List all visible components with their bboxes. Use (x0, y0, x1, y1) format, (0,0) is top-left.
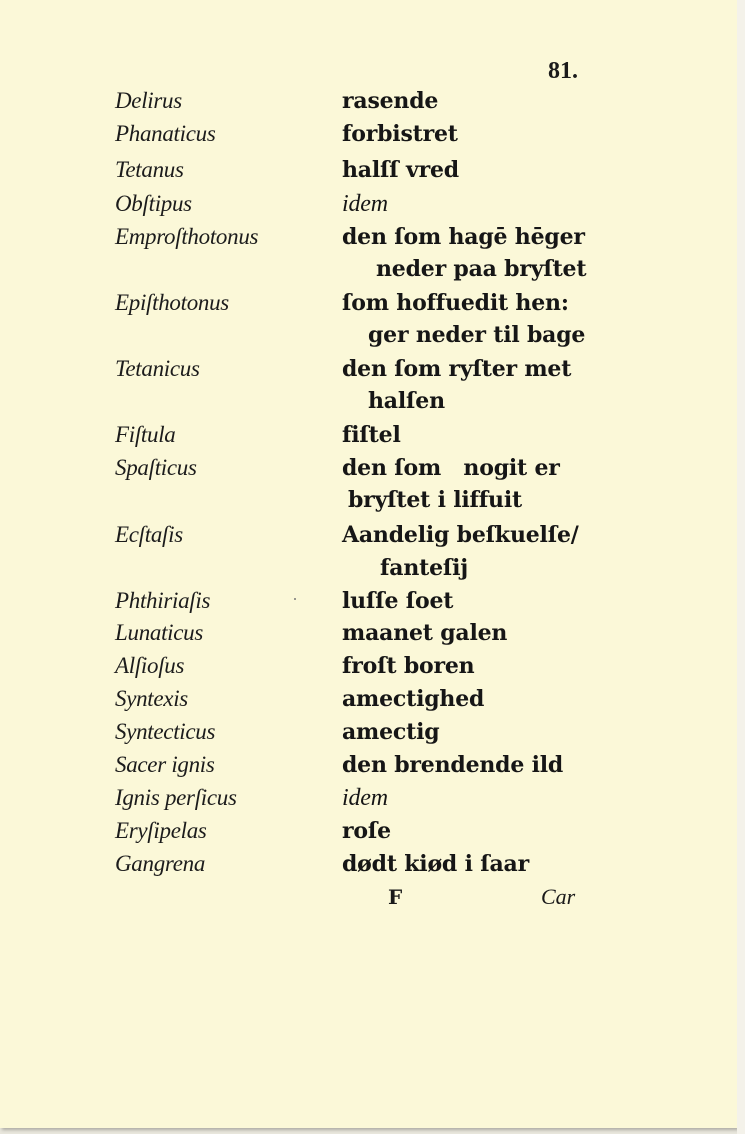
latin-term: Spaſticus (115, 455, 197, 480)
danish-gloss: amectighed (342, 686, 485, 712)
scan-margin (737, 0, 745, 1134)
danish-gloss-continued: neder paa bryſtet (376, 256, 587, 282)
latin-term: Delirus (115, 88, 182, 113)
latin-term: Ignis perſicus (115, 785, 237, 810)
glossary-continuation (0, 256, 737, 289)
danish-gloss: ſom hoffuedit hen: (342, 290, 569, 316)
danish-gloss: Aandelig beſkuelſe/ (342, 522, 579, 548)
latin-term: Syntecticus (115, 719, 216, 744)
danish-gloss-continued: ger neder til bage (368, 322, 586, 348)
signature-mark: F (388, 885, 403, 909)
latin-term: Lunaticus (115, 620, 204, 645)
glossary-row (0, 522, 737, 555)
danish-gloss-continued: halſen (368, 388, 445, 414)
glossary-row (0, 620, 737, 653)
latin-term: Fiſtula (115, 422, 176, 447)
danish-gloss: fiſtel (342, 422, 401, 448)
danish-gloss: idem (342, 785, 388, 811)
glossary-row (0, 686, 737, 719)
catchword: Car (541, 884, 576, 909)
latin-term: Gangrena (115, 851, 206, 876)
paper-speck (294, 598, 296, 600)
danish-gloss: den ſom nogit er (342, 455, 560, 481)
danish-gloss: amectig (342, 719, 440, 745)
danish-gloss: den brendende ild (342, 752, 564, 778)
glossary-continuation (0, 322, 737, 355)
latin-term: Obſtipus (115, 191, 192, 216)
glossary-row (0, 455, 737, 488)
glossary-row (0, 588, 737, 621)
glossary-row (0, 290, 737, 323)
danish-gloss: dødt kiød i ſaar (342, 851, 529, 877)
glossary-row (0, 785, 737, 818)
page-number: 81. (548, 58, 578, 84)
latin-term: Phthiriaſis (115, 588, 211, 613)
glossary-row (0, 653, 737, 686)
danish-gloss-continued: fanteſij (380, 555, 469, 581)
danish-gloss: forbistret (342, 121, 458, 147)
danish-gloss: den ſom hagē hēger (342, 224, 585, 250)
danish-gloss: den ſom ryſter met (342, 356, 572, 382)
glossary-continuation (0, 487, 737, 520)
glossary-row (0, 356, 737, 389)
latin-term: Alſioſus (115, 653, 185, 678)
glossary-row (0, 818, 737, 851)
glossary-row (0, 121, 737, 154)
latin-term: Epiſthotonus (115, 290, 229, 315)
latin-term: Tetanicus (115, 356, 200, 381)
danish-gloss: rasende (342, 88, 439, 114)
danish-gloss: maanet galen (342, 620, 508, 646)
glossary-row (0, 224, 737, 257)
glossary-continuation (0, 388, 737, 421)
danish-gloss: roſe (342, 818, 391, 844)
glossary-row (0, 191, 737, 224)
danish-gloss: idem (342, 191, 388, 217)
latin-term: Eryſipelas (115, 818, 207, 843)
danish-gloss: froſt boren (342, 653, 475, 679)
danish-gloss-continued: bryſtet i liffuit (348, 487, 522, 513)
glossary-row (0, 422, 737, 455)
latin-term: Emproſthotonus (115, 224, 259, 249)
glossary-row (0, 88, 737, 121)
glossary-row (0, 157, 737, 190)
latin-term: Ecſtaſis (115, 522, 183, 547)
latin-term: Sacer ignis (115, 752, 215, 777)
glossary-row (0, 719, 737, 752)
latin-term: Tetanus (115, 157, 184, 182)
danish-gloss: luſſe ſoet (342, 588, 454, 614)
glossary-continuation (0, 555, 737, 588)
danish-gloss: halſſ vred (342, 157, 459, 183)
glossary-row (0, 851, 737, 884)
latin-term: Syntexis (115, 686, 188, 711)
glossary-row (0, 752, 737, 785)
latin-term: Phanaticus (115, 121, 216, 146)
